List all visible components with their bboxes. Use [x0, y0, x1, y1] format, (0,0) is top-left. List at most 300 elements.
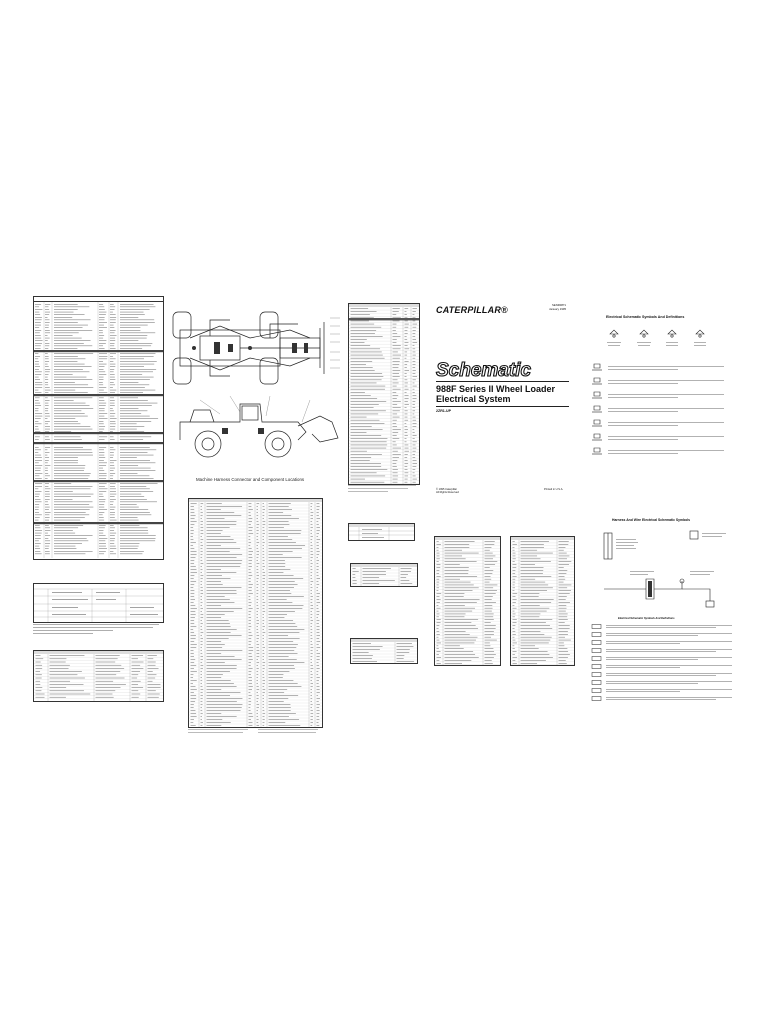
table-cell-text [513, 541, 515, 542]
table-cell-text [201, 686, 203, 687]
table-cell-text [405, 423, 407, 424]
table-cell-text [413, 457, 416, 458]
table-cell-text [521, 640, 551, 641]
table-cell-text [263, 704, 265, 705]
table-cell-text [257, 632, 259, 633]
table-cell-text [351, 470, 388, 471]
wire-cell-text [110, 538, 115, 539]
table-cell-text [405, 414, 408, 415]
table-cell-text [521, 562, 551, 563]
table-cell-text [269, 605, 304, 606]
wire-cell-text [54, 460, 78, 461]
wire-cell-text [54, 476, 90, 477]
table-cell-text [351, 361, 373, 362]
wire-cell-text [35, 450, 41, 451]
table-cell-text [513, 620, 517, 621]
wire-cell-text [54, 504, 89, 505]
table-cell-text [311, 635, 313, 636]
table-cell-text [485, 628, 496, 629]
wire-cell-text [35, 496, 39, 497]
table-cell-text [207, 689, 222, 690]
table-cell-text [201, 626, 203, 627]
table-cell-text [445, 622, 472, 623]
table-cell-text [191, 551, 197, 552]
table-cell-text [513, 544, 517, 545]
table-cell-text [317, 665, 320, 666]
wire-cell-text [45, 486, 48, 487]
table-cell-text [351, 355, 383, 356]
table-cell-text [191, 629, 194, 630]
table-cell-text [191, 560, 195, 561]
table-cell-text [559, 643, 564, 644]
table-cell-text [36, 681, 41, 682]
table-cell-text [249, 683, 253, 684]
table-cell-text [191, 587, 194, 588]
table-cell-text [201, 563, 204, 564]
table-cell-text [445, 588, 479, 589]
table-cell-text [485, 544, 495, 545]
table-cell-text [317, 602, 321, 603]
wire-cell-text [99, 468, 103, 469]
table-cell-text [263, 512, 265, 513]
table-cell-text [513, 649, 515, 650]
table-cell-text [351, 454, 382, 455]
table-header [435, 537, 500, 540]
table-cell-text [437, 599, 441, 600]
table-cell-text [351, 429, 383, 430]
table-cell-text [445, 582, 471, 583]
table-cell-text [485, 579, 492, 580]
table-cell-text [207, 671, 230, 672]
table-cell-text [263, 677, 265, 678]
wire-cell-text [110, 309, 115, 310]
table-cell-text [317, 677, 320, 678]
wire-cell-text [54, 465, 85, 466]
wire-cell-text [99, 470, 104, 471]
table-cell-text [393, 408, 401, 409]
table-cell-text [311, 689, 313, 690]
table-cell-text [191, 545, 194, 546]
table-cell-text [445, 611, 473, 612]
wire-cell-text [99, 372, 105, 373]
table-cell-text [207, 686, 237, 687]
table-cell-text [405, 327, 409, 328]
table-cell-text [521, 547, 544, 548]
table-cell-text [317, 530, 320, 531]
table-cell-text [257, 650, 260, 651]
wire-cell-text [110, 528, 115, 529]
table-cell-text [207, 551, 230, 552]
table-cell-text [445, 567, 469, 568]
table-cell-text [445, 617, 465, 618]
table-cell-text [351, 476, 386, 477]
table-cell-text [413, 414, 415, 415]
table-cell-text [317, 629, 320, 630]
table-cell-text [393, 330, 396, 331]
table-cell-text [413, 373, 416, 374]
wire-cell-text [45, 426, 50, 427]
table-cell-text [132, 659, 138, 660]
table-cell-text [317, 716, 320, 717]
table-cell-text [191, 614, 196, 615]
table-cell-text [191, 662, 195, 663]
wire-cell-text [99, 392, 107, 393]
table-cell-text [393, 355, 402, 356]
table-cell-text [96, 684, 126, 685]
table-cell-text [201, 518, 203, 519]
wire-cell-text [110, 398, 114, 399]
table-cell-text [559, 614, 568, 615]
wire-cell-text [99, 320, 104, 321]
wire-cell-text [110, 496, 115, 497]
table-cell-text [317, 536, 319, 537]
table-cell-text [445, 657, 479, 658]
table-cell-text [269, 662, 305, 663]
wire-cell-text [120, 382, 138, 383]
table-cell-text [351, 330, 377, 331]
table-cell-text [249, 536, 251, 537]
table-cell-text [513, 643, 517, 644]
table-cell-text [393, 414, 398, 415]
table-cell-text [413, 473, 415, 474]
wire-cell-text [110, 405, 115, 406]
table-cell-text [207, 620, 229, 621]
table-cell-text [311, 629, 313, 630]
connector-table [188, 498, 323, 728]
table-cell-text [249, 605, 252, 606]
table-cell-text [96, 678, 125, 679]
table-cell-text [559, 640, 571, 641]
wire-cell-text [35, 372, 42, 373]
table-cell-text [413, 463, 418, 464]
wire-cell-text [45, 530, 50, 531]
table-cell-text [36, 694, 45, 695]
wire-cell-text [110, 502, 114, 503]
table-cell-text [263, 680, 266, 681]
table-cell-text [201, 581, 203, 582]
wire-cell-text [35, 330, 41, 331]
table-cell-text [191, 692, 194, 693]
harness-definition-text [606, 692, 680, 693]
wire-cell-text [110, 457, 113, 458]
table-cell-text [257, 563, 260, 564]
wire-cell-text [99, 327, 107, 328]
table-cell-text [405, 417, 408, 418]
table-cell-text [36, 662, 41, 663]
wire-cell-text [110, 307, 115, 308]
table-cell-text [96, 697, 114, 698]
wire-cell-text [45, 416, 50, 417]
table-cell-text [413, 460, 417, 461]
table-cell-text [311, 599, 313, 600]
wire-cell-text [120, 447, 150, 448]
wire-cell-text [35, 491, 42, 492]
table-cell-text [311, 653, 313, 654]
table-cell-text [351, 367, 373, 368]
table-cell-text [363, 580, 395, 581]
copyright-line1: © 1995 Caterpillar [436, 488, 457, 491]
table-cell-text [311, 659, 313, 660]
table-cell-text [445, 631, 466, 632]
wire-cell-text [99, 509, 107, 510]
wire-cell-text [35, 390, 38, 391]
table-cell-text [351, 404, 379, 405]
wire-cell-text [45, 465, 50, 466]
table-cell-text [405, 380, 408, 381]
table-cell-text [559, 579, 566, 580]
table-cell-text [263, 527, 265, 528]
table-cell-text [317, 560, 320, 561]
wire-cell-text [35, 359, 38, 360]
wire-cell-text [120, 515, 151, 516]
table-cell-text [207, 644, 225, 645]
table-cell-text [485, 643, 490, 644]
wire-cell-text [35, 405, 41, 406]
table-cell-text [201, 641, 203, 642]
wire-cell-text [35, 385, 42, 386]
left-mid-table [33, 583, 164, 623]
table-cell-text [351, 377, 384, 378]
table-cell-text [201, 695, 203, 696]
table-cell-text [249, 620, 252, 621]
wire-cell-text [110, 478, 113, 479]
table-cell-text [311, 650, 313, 651]
wire-cell-text [110, 322, 116, 323]
table-cell-text [257, 680, 259, 681]
table-cell-text [148, 659, 154, 660]
table-cell-text [485, 640, 497, 641]
table-cell-text [521, 663, 538, 664]
table-cell-text [263, 557, 265, 558]
table-cell-text [559, 599, 566, 600]
table-cell-text [50, 662, 66, 663]
table-cell-text [269, 635, 289, 636]
table-cell-text [317, 539, 321, 540]
table-cell-text [405, 476, 409, 477]
wire-cell-text [99, 473, 107, 474]
wire-cell-text [99, 520, 104, 521]
wire-cell-text [54, 541, 88, 542]
table-cell-text [397, 646, 414, 647]
table-cell-text [521, 637, 552, 638]
wire-cell-text [99, 340, 106, 341]
table-cell-text [405, 324, 409, 325]
table-cell-text [249, 617, 252, 618]
wire-cell-text [45, 538, 48, 539]
table-cell-text [521, 556, 538, 557]
wire-cell-text [120, 530, 148, 531]
table-cell-text [207, 632, 231, 633]
wire-cell-text [99, 348, 105, 349]
table-cell-text [249, 503, 252, 504]
subtitle-line1: 988F Series II Wheel Loader [436, 384, 556, 394]
table-cell-text [207, 647, 223, 648]
table-cell-text [263, 719, 265, 720]
table-cell-text [513, 559, 516, 560]
wire-cell-text [120, 387, 145, 388]
wire-cell-text [54, 496, 91, 497]
table-cell-text [263, 698, 265, 699]
table-cell-text [207, 698, 243, 699]
table-cell-text [191, 566, 196, 567]
table-cell-text [393, 435, 397, 436]
table-cell-text [96, 671, 121, 672]
table-cell-text [393, 429, 401, 430]
wire-cell-text [35, 455, 41, 456]
table-cell-text [191, 695, 197, 696]
wire-cell-text [45, 377, 48, 378]
harness-symbol-icon [592, 665, 601, 669]
table-cell-text [269, 524, 290, 525]
table-cell-text [207, 581, 221, 582]
table-cell-text [263, 632, 266, 633]
table-cell-text [485, 553, 493, 554]
wire-cell-text [120, 346, 151, 347]
wire-cell-text [120, 489, 150, 490]
table-cell-text [249, 674, 251, 675]
table-cell-text [351, 321, 369, 322]
table-cell-text [445, 585, 474, 586]
wire-cell-text [45, 338, 50, 339]
table-cell-text [249, 668, 253, 669]
table-cell-text [445, 637, 478, 638]
wire-cell-text [54, 538, 87, 539]
table-cell-text [351, 327, 382, 328]
wire-cell-text [120, 517, 138, 518]
wire-cell-text [45, 439, 50, 440]
harness-definition-text [606, 697, 732, 698]
table-cell-text [249, 569, 251, 570]
table-cell-text [269, 722, 286, 723]
table-cell-text [257, 698, 259, 699]
table-cell-text [311, 662, 313, 663]
table-cell-text [132, 691, 139, 692]
wire-cell-text [120, 476, 149, 477]
table-cell-text [191, 539, 194, 540]
table-cell-text [413, 380, 416, 381]
table-cell-text [207, 638, 229, 639]
table-cell-text [485, 576, 491, 577]
table-cell-text [311, 572, 313, 573]
table-cell-text [257, 689, 260, 690]
table-cell-text [413, 423, 417, 424]
table-cell-text [351, 370, 375, 371]
table-cell-text [445, 596, 464, 597]
wire-cell-text [54, 366, 92, 367]
wire-cell-text [54, 348, 77, 349]
table-cell-text [437, 660, 440, 661]
wire-cell-text [99, 366, 104, 367]
wire-cell-text [110, 437, 114, 438]
table-cell-text [263, 581, 265, 582]
table-cell-text [485, 617, 494, 618]
table-cell-text [445, 593, 465, 594]
table-cell-text [207, 509, 221, 510]
symbol-definition-text [608, 450, 724, 451]
table-cell-text [445, 541, 475, 542]
table-cell-text [405, 435, 408, 436]
table-cell-text [207, 584, 223, 585]
table-cell-text [317, 707, 320, 708]
wire-cell-text [35, 333, 40, 334]
wire-cell-text [99, 548, 107, 549]
table-cell-text [269, 587, 295, 588]
table-cell-text [269, 593, 292, 594]
wire-cell-text [99, 322, 107, 323]
wire-cell-text [45, 491, 49, 492]
wire-cell-text [99, 335, 104, 336]
table-cell-text [393, 404, 398, 405]
wire-cell-text [120, 390, 155, 391]
wire-cell-text [35, 387, 42, 388]
wire-cell-text [99, 463, 107, 464]
table-cell-text [317, 668, 320, 669]
table-cell-text [257, 722, 259, 723]
wire-cell-text [35, 460, 42, 461]
wire-cell-text [110, 499, 116, 500]
wire-cell-text [45, 525, 49, 526]
wire-cell-text [110, 361, 113, 362]
table-cell-text [393, 383, 399, 384]
table-cell-text [513, 591, 515, 592]
title-rule [436, 381, 569, 382]
table-cell-text [263, 530, 265, 531]
table-cell-text [96, 681, 114, 682]
wire-cell-text [99, 374, 106, 375]
table-cell-text [269, 653, 298, 654]
table-cell-text [351, 364, 366, 365]
table-cell-text [353, 652, 369, 653]
table-cell-text [513, 622, 517, 623]
table-cell-text [311, 611, 313, 612]
table-cell-text [413, 321, 416, 322]
wire-cell-text [99, 359, 107, 360]
table-cell-text [413, 333, 416, 334]
table-cell-text [201, 527, 204, 528]
table-cell-text [485, 608, 493, 609]
table-cell-text [445, 579, 460, 580]
harness-definition-text [606, 700, 716, 701]
wire-cell-text [110, 400, 115, 401]
table-cell-text [413, 311, 416, 312]
wire-cell-text [120, 509, 148, 510]
table-cell-text [207, 677, 222, 678]
wire-cell-text [99, 426, 105, 427]
table-header [351, 564, 417, 567]
wire-cell-text [45, 548, 49, 549]
table-cell-text [437, 657, 442, 658]
wire-cell-text [35, 520, 39, 521]
wire-cell-text [110, 353, 116, 354]
table-cell-text [269, 686, 302, 687]
wire-cell-text [45, 483, 49, 484]
wire-cell-text [110, 455, 114, 456]
table-cell-text [351, 333, 375, 334]
table-cell-text [311, 590, 313, 591]
table-cell-text [191, 710, 196, 711]
table-cell-text [207, 536, 231, 537]
wire-cell-text [120, 314, 145, 315]
table-cell-text [257, 686, 259, 687]
table-cell-text [249, 524, 251, 525]
table-cell-text [311, 596, 313, 597]
table-cell-text [521, 564, 535, 565]
table-cell-text [413, 364, 416, 365]
wire-cell-text [54, 398, 92, 399]
table-cell-text [393, 311, 399, 312]
table-cell-text [191, 719, 194, 720]
table-cell-text [207, 530, 223, 531]
